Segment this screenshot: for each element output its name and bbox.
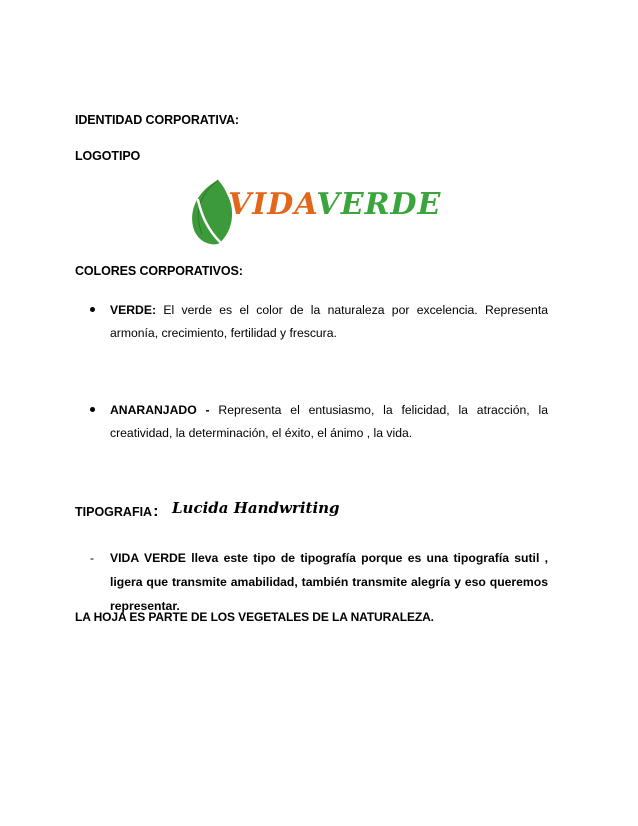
bullet-icon xyxy=(90,407,95,412)
colors-heading: COLORES CORPORATIVOS: xyxy=(75,264,243,278)
logo-word-vida: VIDA xyxy=(228,187,317,222)
typography-heading xyxy=(75,499,340,521)
leaf-note: LA HOJA ES PARTE DE LOS VEGETALES DE LA NATURALEZA. xyxy=(75,610,434,624)
typography-colon: : xyxy=(153,503,159,520)
logo-heading: LOGOTIPO xyxy=(75,149,141,163)
typography-description: VIDA VERDE lleva este tipo de tipografía porque es una tipografía sutil , ligera que transmite amabilidad, también transmite alegría y eso queremos representar. xyxy=(110,551,548,613)
typography-font-name: Lucida Handwriting xyxy=(172,499,340,517)
color-item-text xyxy=(110,399,548,445)
color-term: VERDE: xyxy=(110,303,157,317)
color-description: Representa el entusiasmo, la felicidad, la atracción, la creatividad, la determinación, el éxito, el ánimo , la vida. xyxy=(110,403,548,440)
color-description: El verde es el color de la naturaleza por excelencia. Representa armonía, crecimiento, fertilidad y frescura. xyxy=(110,303,548,340)
identity-heading: IDENTIDAD CORPORATIVA: xyxy=(75,113,239,127)
logo-word-verde: VERDE xyxy=(316,187,442,222)
color-item-text xyxy=(110,299,548,345)
bullet-icon xyxy=(90,307,95,312)
typography-label: TIPOGRAFIA xyxy=(75,505,153,519)
color-item-anaranjado xyxy=(90,399,548,445)
logo-wordmark xyxy=(228,187,442,222)
vida-verde-logo xyxy=(188,178,442,246)
dash-marker: - xyxy=(90,551,95,565)
color-item-verde xyxy=(90,299,548,345)
color-term: ANARANJADO - xyxy=(110,403,210,417)
typography-description-item xyxy=(90,546,548,618)
